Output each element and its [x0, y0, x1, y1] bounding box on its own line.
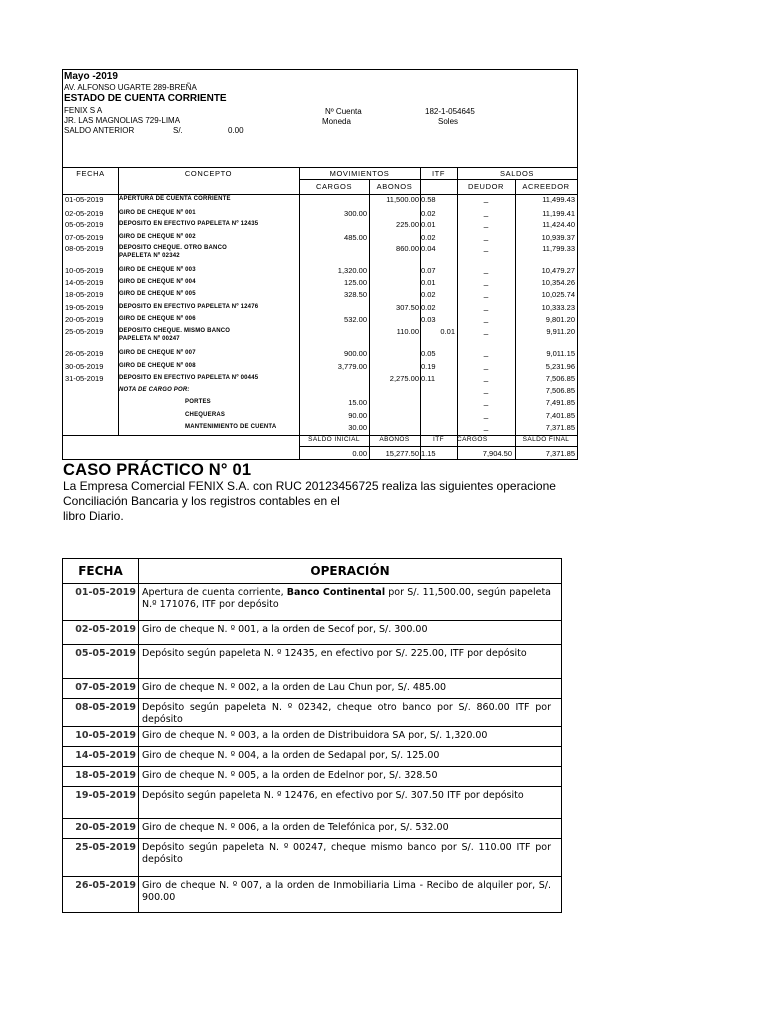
operation-text: Depósito según papeleta N. º 02342, cheque otro banco por S/. 860.00 ITF por depósito: [142, 702, 551, 725]
header-fecha: FECHA: [63, 559, 139, 584]
statement-row-cargo: 300.00: [344, 209, 367, 218]
table-row: [63, 787, 562, 819]
statement-row-concept: GIRO DE CHEQUE Nº 002: [119, 234, 196, 240]
operation-description: [139, 877, 562, 913]
statement-row-acreedor: 9,911.20: [546, 327, 575, 336]
statement-row-acreedor: 5,231.96: [545, 362, 575, 371]
operation-date: 19-05-2019: [63, 787, 139, 819]
statement-row-date: 25-05-2019: [65, 327, 104, 336]
operations-table: [62, 558, 562, 913]
table-row: [63, 767, 562, 787]
statement-row-concept: GIRO DE CHEQUE Nº 005: [119, 291, 196, 297]
statement-row-itf: 0.03: [421, 315, 436, 324]
table-row: [63, 699, 562, 727]
table-header-row: [63, 559, 562, 584]
operation-text: Giro de cheque N. º 005, a la orden de Edelnor por, S/. 328.50: [142, 770, 438, 781]
case-description-line: libro Diario.: [63, 509, 124, 523]
currency-symbol: S/.: [173, 126, 183, 135]
operation-date: 18-05-2019: [63, 767, 139, 787]
col-header-concepto: CONCEPTO: [184, 169, 233, 178]
statement-row-acreedor: 7,371.85: [545, 423, 575, 432]
total-value-itf: 1.15: [421, 449, 436, 458]
statement-row-concept: DEPOSITO EN EFECTIVO PAPELETA Nº 12435: [119, 221, 259, 227]
statement-row-date: 07-05-2019: [65, 233, 104, 242]
saldo-anterior-label: SALDO ANTERIOR: [64, 126, 135, 135]
statement-row-acreedor: 10,939.37: [541, 233, 575, 242]
operation-description: [139, 819, 562, 839]
statement-row-deudor: _: [483, 314, 489, 323]
table-row: [63, 839, 562, 877]
total-value-saldo-final: 7,371.85: [545, 449, 575, 458]
statement-row-abono: 860.00: [396, 244, 419, 253]
statement-row-cargo: 328.50: [344, 290, 367, 299]
statement-row-itf: 0.05: [421, 349, 436, 358]
statement-row-concept: DEPOSITO EN EFECTIVO PAPELETA Nº 00445: [119, 375, 259, 381]
statement-row-deudor: _: [483, 361, 489, 370]
col-header-saldos: SALDOS: [499, 169, 535, 178]
case-description-line: La Empresa Comercial FENIX S.A. con RUC 20123456725 realiza las siguientes operacione: [63, 479, 556, 493]
statement-row-acreedor: 11,199.41: [542, 209, 575, 218]
statement-row-deudor: _: [483, 397, 489, 406]
operation-text: Giro de cheque N. º 001, a la orden de Secof por, S/. 300.00: [142, 624, 428, 635]
col-rule-fecha: [118, 167, 119, 435]
col-header-cargos: CARGOS: [315, 182, 353, 191]
table-row: [63, 747, 562, 767]
subheader-rule: [299, 179, 577, 180]
statement-row-date: 14-05-2019: [65, 278, 104, 287]
statement-row-itf: 0.02: [421, 233, 436, 242]
total-label-abonos: ABONOS: [379, 436, 410, 443]
operation-description: [139, 767, 562, 787]
operation-description: [139, 727, 562, 747]
statement-row-concept: CHEQUERAS: [185, 412, 226, 418]
total-label-saldo-final: SALDO FINAL: [522, 436, 570, 443]
statement-row-deudor: _: [483, 232, 489, 241]
total-value-saldo-inicial: 0.00: [352, 449, 367, 458]
statement-title: ESTADO DE CUENTA CORRIENTE: [64, 93, 227, 104]
statement-row-acreedor: 7,506.85: [545, 374, 575, 383]
statement-row-date: 20-05-2019: [65, 315, 104, 324]
statement-row-deudor: _: [483, 265, 489, 274]
col-header-acreedor: ACREEDOR: [522, 182, 570, 191]
account-label: Nº Cuenta: [325, 107, 362, 116]
statement-row-abono: 225.00: [396, 220, 419, 229]
statement-row-concept-line2: PAPELETA Nº 00247: [119, 336, 180, 342]
operation-date: 08-05-2019: [63, 699, 139, 727]
operation-text: por S/. 11,500.00, según papeleta N.º 171076, ITF por depósito: [142, 587, 551, 610]
statement-row-itf: 0.02: [421, 303, 436, 312]
statement-row-acreedor: 9,801.20: [545, 315, 575, 324]
statement-row-abono: 307.50: [396, 303, 419, 312]
total-label-itf: ITF: [433, 436, 444, 443]
currency-value: Soles: [438, 117, 459, 126]
statement-row-acreedor: 10,333.23: [541, 303, 575, 312]
statement-row-deudor: _: [483, 422, 489, 431]
header-bottom-rule: [63, 194, 577, 195]
statement-row-concept: DEPOSITO CHEQUE. MISMO BANCO: [119, 328, 231, 334]
statement-row-abono: 110.00: [396, 327, 419, 336]
statement-row-concept: GIRO DE CHEQUE Nº 007: [119, 350, 196, 356]
operation-description: [139, 699, 562, 727]
operation-text: Giro de cheque N. º 004, a la orden de Sedapal por, S/. 125.00: [142, 750, 440, 761]
operation-description: [139, 679, 562, 699]
currency-label: Moneda: [322, 117, 351, 126]
statement-row-cargo: 485.00: [344, 233, 367, 242]
operation-text: Depósito según papeleta N. º 12435, en efectivo por S/. 225.00, ITF por depósito: [142, 648, 527, 659]
table-row: [63, 584, 562, 621]
bank-statement: [62, 69, 578, 460]
table-row: [63, 645, 562, 679]
statement-row-deudor: _: [483, 373, 489, 382]
table-row: [63, 679, 562, 699]
statement-row-cargo: 532.00: [344, 315, 367, 324]
case-title: CASO PRÁCTICO N° 01: [63, 461, 252, 479]
statement-row-deudor: _: [483, 289, 489, 298]
statement-row-concept: APERTURA DE CUENTA CORRIENTE: [119, 196, 231, 202]
statement-row-concept: GIRO DE CHEQUE Nº 006: [119, 316, 196, 322]
operation-description: [139, 645, 562, 679]
operation-text: Giro de cheque N. º 006, a la orden de Telefónica por, S/. 532.00: [142, 822, 449, 833]
case-description-line: Conciliación Bancaria y los registros contables en el: [63, 494, 340, 508]
operation-date: 01-05-2019: [63, 584, 139, 621]
statement-row-acreedor: 11,799.33: [542, 244, 575, 253]
account-number: 182-1-054645: [425, 107, 475, 116]
statement-row-itf: 0.07: [421, 266, 436, 275]
statement-row-acreedor: 7,491.85: [545, 398, 575, 407]
statement-row-concept: GIRO DE CHEQUE Nº 003: [119, 267, 196, 273]
statement-row-deudor: _: [483, 385, 489, 394]
company-address: JR. LAS MAGNOLIAS 729-LIMA: [64, 116, 181, 125]
statement-row-acreedor: 7,401.85: [545, 411, 575, 420]
statement-row-itf: 0.01: [421, 220, 436, 229]
statement-row-cargo: 125.00: [344, 278, 367, 287]
operation-text: Depósito según papeleta N. º 00247, cheque mismo banco por S/. 110.00 ITF por depósito: [142, 842, 551, 865]
statement-row-date: 26-05-2019: [65, 349, 104, 358]
statement-row-deudor: _: [483, 302, 489, 311]
col-rule-itf: [457, 167, 458, 460]
statement-row-date: 30-05-2019: [65, 362, 104, 371]
total-value-cargos: 7,904.50: [482, 449, 512, 458]
statement-row-concept: DEPOSITO EN EFECTIVO PAPELETA Nº 12476: [119, 304, 259, 310]
table-row: [63, 727, 562, 747]
statement-row-date: 01-05-2019: [65, 195, 104, 204]
statement-row-date: 18-05-2019: [65, 290, 104, 299]
operation-date: 07-05-2019: [63, 679, 139, 699]
operation-date: 20-05-2019: [63, 819, 139, 839]
statement-row-deudor: _: [483, 410, 489, 419]
operation-description: [139, 787, 562, 819]
company-name: FENIX S A: [64, 106, 103, 115]
statement-row-deudor: _: [483, 208, 489, 217]
statement-row-deudor: _: [483, 194, 489, 203]
table-row: [63, 621, 562, 645]
statement-row-cargo: 900.00: [344, 349, 367, 358]
statement-row-itf: 0.58: [421, 195, 436, 204]
col-header-deudor: DEUDOR: [467, 182, 505, 191]
bank-address: AV. ALFONSO UGARTE 289-BREÑA: [64, 83, 197, 92]
totals-mid-rule: [299, 446, 577, 447]
statement-row-cargo: 90.00: [348, 411, 367, 420]
header-operacion: OPERACIÓN: [139, 559, 562, 584]
statement-row-concept: GIRO DE CHEQUE Nº 001: [119, 210, 196, 216]
statement-row-concept: PORTES: [185, 399, 211, 405]
statement-row-concept: DEPOSITO CHEQUE. OTRO BANCO: [119, 245, 227, 251]
statement-row-itf: 0.01: [421, 278, 436, 287]
statement-row-deudor: _: [483, 243, 489, 252]
statement-row-cargo: 3,779.00: [337, 362, 367, 371]
statement-row-cargo: 15.00: [348, 398, 367, 407]
statement-row-abono: 11,500.00: [386, 195, 419, 204]
statement-row-cargo: 30.00: [348, 423, 367, 432]
statement-row-date: 10-05-2019: [65, 266, 104, 275]
operation-text: Apertura de cuenta corriente,: [142, 587, 287, 598]
statement-row-acreedor: 10,479.27: [541, 266, 575, 275]
operation-date: 25-05-2019: [63, 839, 139, 877]
total-value-abonos: 15,277.50: [385, 449, 419, 458]
statement-row-itf: 0.02: [421, 290, 436, 299]
col-header-fecha: FECHA: [76, 169, 105, 178]
total-label-cargos: CARGOS: [457, 436, 488, 443]
operation-bank-name: Banco Continental: [286, 587, 386, 598]
statement-row-cargo: 1,320.00: [337, 266, 367, 275]
operation-description: [139, 747, 562, 767]
statement-row-concept: GIRO DE CHEQUE Nº 008: [119, 363, 196, 369]
operation-description: [139, 839, 562, 877]
table-top-rule: [63, 167, 577, 168]
statement-row-deudor: _: [483, 277, 489, 286]
statement-row-date: 19-05-2019: [65, 303, 104, 312]
table-row: [63, 877, 562, 913]
statement-row-acreedor: 11,424.40: [542, 220, 575, 229]
statement-row-deudor: _: [483, 348, 489, 357]
statement-row-abono: 2,275.00: [389, 374, 419, 383]
statement-row-itf: 0.19: [421, 362, 436, 371]
operation-description: [139, 584, 562, 621]
statement-row-itf: 0.04: [421, 244, 436, 253]
statement-row-acreedor: 11,499.43: [542, 195, 575, 204]
statement-row-concept: NOTA DE CARGO POR:: [119, 387, 190, 393]
statement-row-deudor: _: [483, 326, 489, 335]
operation-text: Giro de cheque N. º 003, a la orden de Distribuidora SA por, S/. 1,320.00: [142, 730, 488, 741]
statement-row-itf: 0.01: [440, 327, 455, 336]
operation-date: 02-05-2019: [63, 621, 139, 645]
statement-row-acreedor: 9,011.15: [546, 349, 575, 358]
statement-row-concept: GIRO DE CHEQUE Nº 004: [119, 279, 196, 285]
case-description: [63, 479, 583, 524]
operation-date: 26-05-2019: [63, 877, 139, 913]
statement-row-acreedor: 7,506.85: [545, 386, 575, 395]
total-label-saldo-inicial: SALDO INICIAL: [308, 436, 360, 443]
statement-row-itf: 0.02: [421, 209, 436, 218]
operation-date: 10-05-2019: [63, 727, 139, 747]
operation-text: Giro de cheque N. º 002, a la orden de Lau Chun por, S/. 485.00: [142, 682, 447, 693]
statement-row-acreedor: 10,025.74: [541, 290, 575, 299]
statement-row-concept: MANTENIMIENTO DE CUENTA: [185, 424, 277, 430]
operation-description: [139, 621, 562, 645]
statement-row-date: 08-05-2019: [65, 244, 104, 253]
statement-row-date: 02-05-2019: [65, 209, 104, 218]
operation-date: 14-05-2019: [63, 747, 139, 767]
saldo-anterior-value: 0.00: [228, 126, 244, 135]
operation-text: Giro de cheque N. º 007, a la orden de Inmobiliaria Lima - Recibo de alquiler por, S/. 900.00: [142, 880, 551, 903]
statement-row-concept-line2: PAPELETA Nº 02342: [119, 253, 180, 259]
operation-text: Depósito según papeleta N. º 12476, en efectivo por S/. 307.50 ITF por depósito: [142, 790, 524, 801]
col-header-movimientos: MOVIMIENTOS: [329, 169, 390, 178]
col-header-abonos: ABONOS: [376, 182, 413, 191]
col-header-itf: ITF: [431, 169, 446, 178]
statement-row-acreedor: 10,354.26: [541, 278, 575, 287]
statement-period: Mayo -2019: [64, 71, 118, 82]
table-row: [63, 819, 562, 839]
statement-row-date: 31-05-2019: [65, 374, 104, 383]
operation-date: 05-05-2019: [63, 645, 139, 679]
statement-row-deudor: _: [483, 219, 489, 228]
statement-row-date: 05-05-2019: [65, 220, 104, 229]
statement-row-itf: 0.11: [421, 374, 436, 383]
